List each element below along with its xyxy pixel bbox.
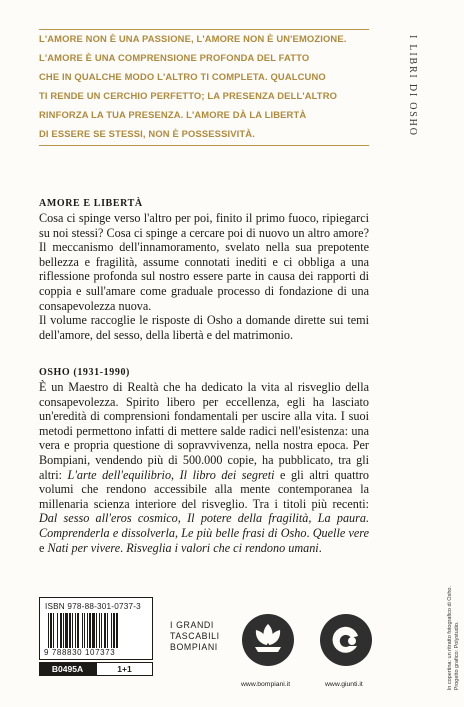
quote-line: RINFORZA LA TUA PRESENZA. L'AMORE DÀ LA LIBERTÀ: [39, 109, 307, 120]
book-title: AMORE E LIBERTÀ: [39, 198, 143, 209]
quote-line: L'AMORE È UNA COMPRENSIONE PROFONDA DEL FATTO: [39, 52, 310, 63]
quote-bottom-rule: [39, 145, 369, 146]
book-section: [39, 198, 369, 342]
author-heading: OSHO (1931-1990): [39, 367, 130, 378]
book-ref: L'arte dell'equilibrio: [67, 467, 172, 482]
quote-line: TI RENDE UN CERCHIO PERFETTO; LA PRESENZA DELL'ALTRO: [39, 90, 338, 101]
barcode-digits: 9 788830 107373: [44, 648, 116, 657]
quote-line: L'AMORE NON È UNA PASSIONE, L'AMORE NON È UN'EMOZIONE.: [39, 33, 347, 44]
quote-line: CHE IN QUALCHE MODO L'ALTRO TI COMPLETA. QUALCUNO: [39, 71, 326, 82]
quote-top-rule: [39, 29, 369, 30]
author-section: [39, 367, 369, 555]
barcode-icon: [48, 613, 148, 648]
isbn-text: ISBN 978-88-301-0737-3: [45, 602, 141, 611]
giunti-url: www.giunti.it: [325, 681, 363, 688]
bompiani-url: www.bompiani.it: [241, 681, 291, 688]
book-ref: Il libro dei segreti: [179, 467, 275, 482]
book-ref: La paura. Comprenderla e dissolverla: [39, 511, 370, 540]
book-description: Cosa ci spinge verso l'altro per poi, finito il primo fuoco, ripiegarci su noi stessi? Cosa ci spinge a cercare poi di nuovo un altro amore? Il meccanismo dell'innamoramento, svelato nella sua prepotente bellezza e fragilità, assume connotati inediti e ci obbliga a una riflessione profonda sul nostro essere parte in causa dei rapporti di coppia e sull'amare come graduale processo di fondazione di una consapevolezza nuova.: [39, 211, 369, 313]
book-ref: Il potere della fragilità: [187, 511, 309, 526]
series-title: I LIBRI DI OSHO: [407, 35, 418, 137]
book-ref: Quelle vere: [312, 525, 369, 540]
book-ref: Nati per vivere: [47, 540, 121, 555]
collana-label: I GRANDI TASCABILI BOMPIANI: [170, 620, 220, 652]
cover-credits: In copertina: un ritratto fotografico di Osho. Progetto grafico: Polystudio.: [447, 586, 460, 691]
author-bio: È un Maestro di Realtà che ha dedicato la vita al risveglio della consapevolezza. Spirito libero per eccellenza, egli ha lasciato un'eredità di comprensioni fondamentali per uscire alla vita. I suoi metodi permettono infatti di mettere salde radici nell'esistenza: una vera e propria questione di sopravvivenza, nella nostra epoca. Per Bompiani, vendendo più di 500.000 copie, ha pubblicato, tra gli altri: L'arte dell'equilibrio, Il libro dei segreti e gli altri quattro volumi che rendono accessibile alla mente contemporanea la millenaria scienza interiore del risveglio. Tra i titoli più recenti: Dal sesso all'eros cosmico, Il potere della fragilità, La paura. Comprenderla e dissolverla, Le più belle frasi di Osho. Quelle vere e Nati per vivere. Risveglia i valori che ci rendono umani.: [39, 380, 370, 555]
book-ref: Dal sesso all'eros cosmico: [39, 511, 178, 526]
book-ref: Risveglia i valori che ci rendono umani: [126, 540, 319, 555]
edition-code: 1+1: [96, 662, 153, 676]
book-ref: Le più belle frasi di Osho: [181, 525, 307, 540]
barcode-box: [39, 597, 153, 660]
book-description-2: Il volume raccoglie le risposte di Osho a domande dirette sui temi dell'amore, del sesso, della libertà e del matrimonio.: [39, 313, 369, 342]
quote-line: DI ESSERE SE STESSI, NON È POSSESSIVITÀ.: [39, 128, 255, 139]
product-code: B0495A: [39, 662, 96, 676]
bompiani-logo-icon: [238, 610, 298, 670]
giunti-logo-icon: [316, 610, 376, 670]
